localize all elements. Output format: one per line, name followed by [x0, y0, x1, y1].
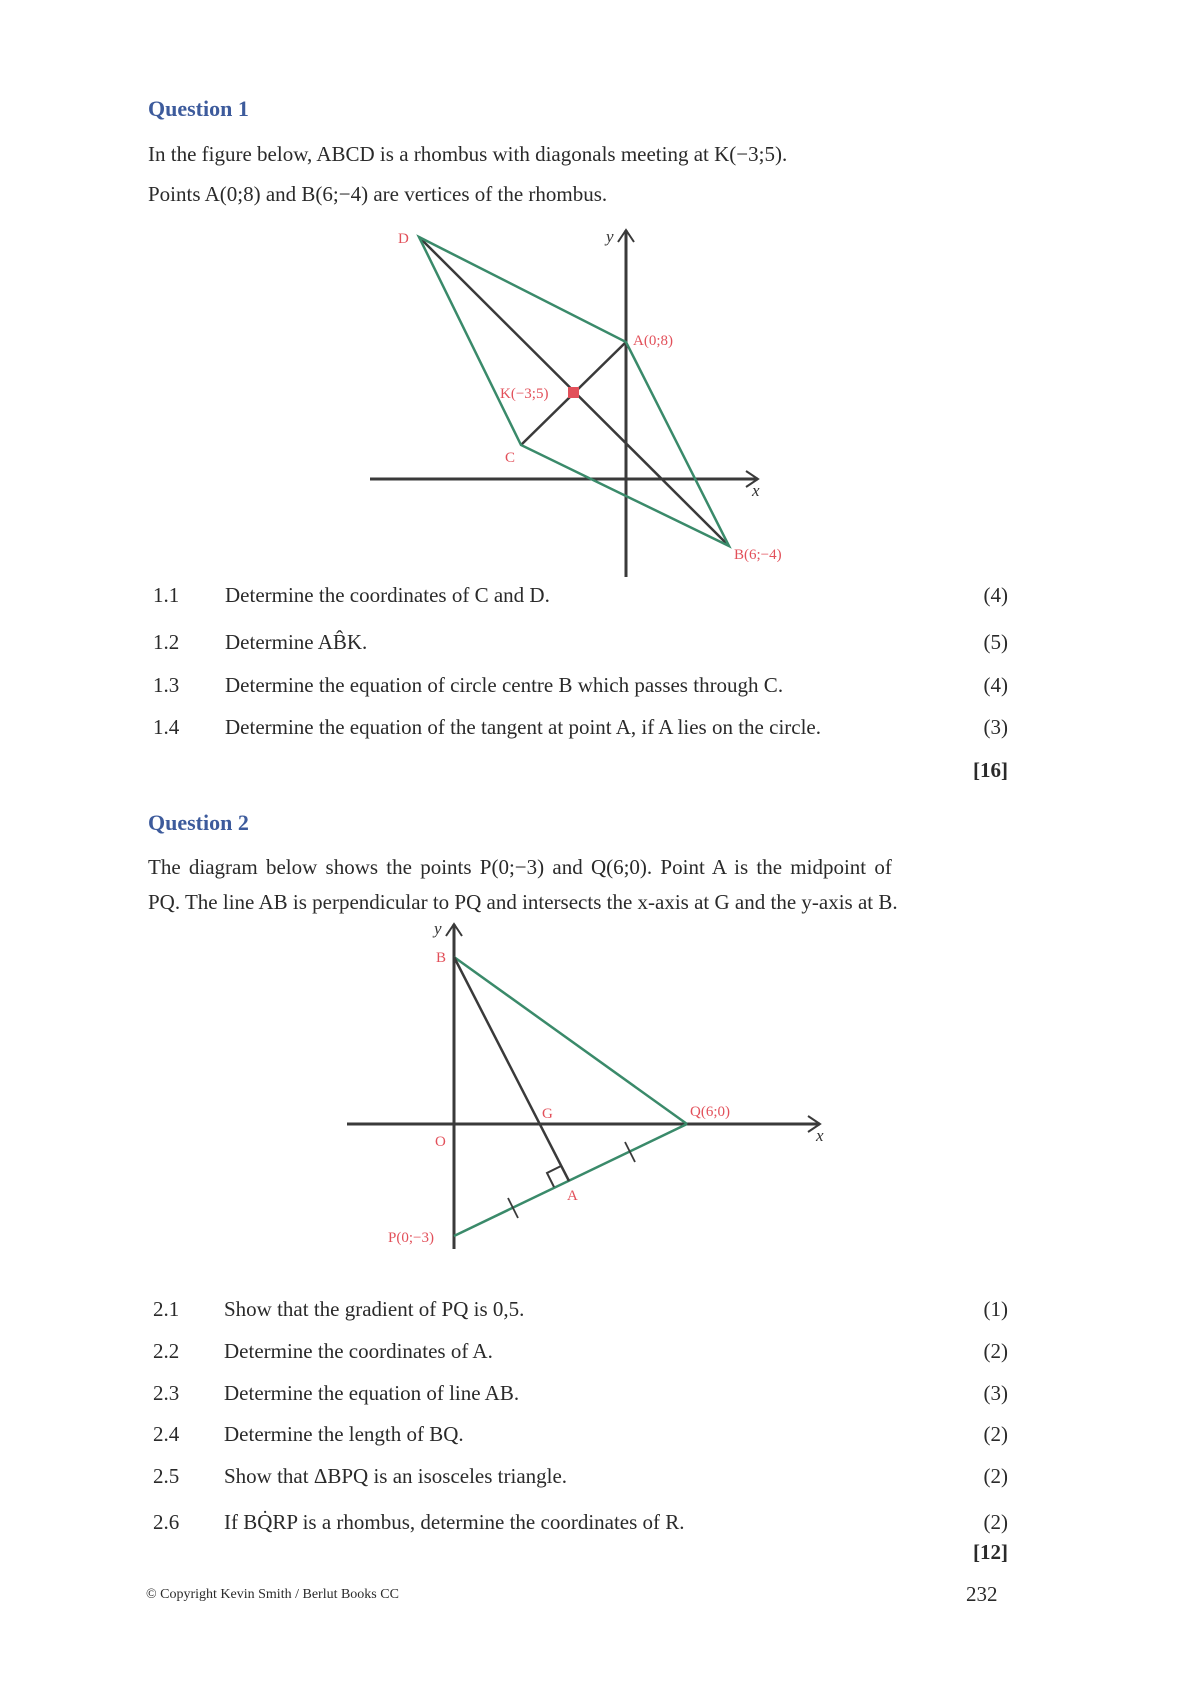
item-marks: (4)	[983, 583, 1008, 607]
question-1-total: [16]	[973, 758, 1008, 782]
item-marks: (3)	[983, 715, 1008, 739]
item-marks: (2)	[983, 1510, 1008, 1534]
item-text: Determine the length of BQ.	[224, 1422, 464, 1446]
page-number: 232	[966, 1582, 998, 1606]
label-O: O	[435, 1134, 446, 1150]
item-number: 2.4	[153, 1422, 180, 1446]
item-text: Determine the equation of circle centre B which passes through C.	[225, 673, 784, 697]
segment-PQ	[454, 1124, 687, 1236]
item-number: 2.6	[153, 1510, 180, 1534]
item-marks: (4)	[983, 673, 1008, 697]
label-D: D	[398, 231, 409, 247]
segment-BQ	[454, 957, 687, 1124]
point-K-marker	[568, 387, 579, 398]
label-C: C	[505, 450, 516, 466]
item-text: Show that ΔBPQ is an isosceles triangle.	[224, 1464, 568, 1488]
label-x-axis: x	[816, 1126, 824, 1145]
question-2-triangle-figure	[347, 919, 824, 1249]
label-G: G	[542, 1106, 553, 1122]
question-2-total: [12]	[973, 1540, 1008, 1564]
item-number: 1.2	[153, 630, 180, 654]
label-y-axis: y	[606, 227, 614, 246]
item-text: Determine the equation of the tangent at point A, if A lies on the circle.	[225, 715, 821, 739]
label-B: B	[436, 950, 447, 966]
item-text: If BQ̇RP is a rhombus, determine the coordinates of R.	[224, 1510, 685, 1534]
item-marks: (1)	[983, 1297, 1008, 1321]
item-text: Show that the gradient of PQ is 0,5.	[224, 1297, 525, 1321]
item-text: Determine the coordinates of C and D.	[225, 583, 550, 607]
item-marks: (2)	[983, 1422, 1008, 1446]
label-P: P(0;−3)	[388, 1230, 434, 1246]
label-y-axis: y	[434, 919, 442, 938]
right-angle-icon	[547, 1166, 561, 1187]
item-number: 2.1	[153, 1297, 180, 1321]
question-2-intro-line-2: PQ. The line AB is perpendicular to PQ and intersects the x-axis at G and the y-axis at B.	[148, 890, 898, 914]
item-number: 1.4	[153, 715, 180, 739]
label-A: A(0;8)	[633, 333, 673, 349]
question-1-heading: Question 1	[148, 96, 249, 121]
item-marks: (5)	[983, 630, 1008, 654]
item-marks: (2)	[983, 1464, 1008, 1488]
footer-copyright: © Copyright Kevin Smith / Berlut Books CC	[146, 1587, 399, 1602]
item-number: 2.3	[153, 1381, 180, 1405]
item-marks: (2)	[983, 1339, 1008, 1363]
item-marks: (3)	[983, 1381, 1008, 1405]
item-number: 1.1	[153, 583, 180, 607]
question-2-heading: Question 2	[148, 810, 249, 835]
label-A: A	[567, 1188, 578, 1204]
segment-BA	[454, 957, 569, 1181]
question-2-intro-line-1: The diagram below shows the points P(0;−3) and Q(6;0). Point A is the midpoint of	[148, 855, 892, 879]
label-x-axis: x	[752, 481, 760, 500]
question-1-intro-line-2: Points A(0;8) and B(6;−4) are vertices of the rhombus.	[148, 182, 608, 206]
item-text: Determine the equation of line AB.	[224, 1381, 520, 1405]
label-B: B(6;−4)	[734, 547, 782, 563]
item-number: 2.5	[153, 1464, 180, 1488]
item-number: 1.3	[153, 673, 180, 697]
item-text: Determine AB̂K.	[225, 630, 368, 654]
item-number: 2.2	[153, 1339, 180, 1363]
label-K: K(−3;5)	[500, 386, 549, 402]
question-1-intro-line-1: In the figure below, ABCD is a rhombus with diagonals meeting at K(−3;5).	[148, 142, 788, 166]
item-text: Determine the coordinates of A.	[224, 1339, 493, 1363]
label-Q: Q(6;0)	[690, 1104, 730, 1120]
